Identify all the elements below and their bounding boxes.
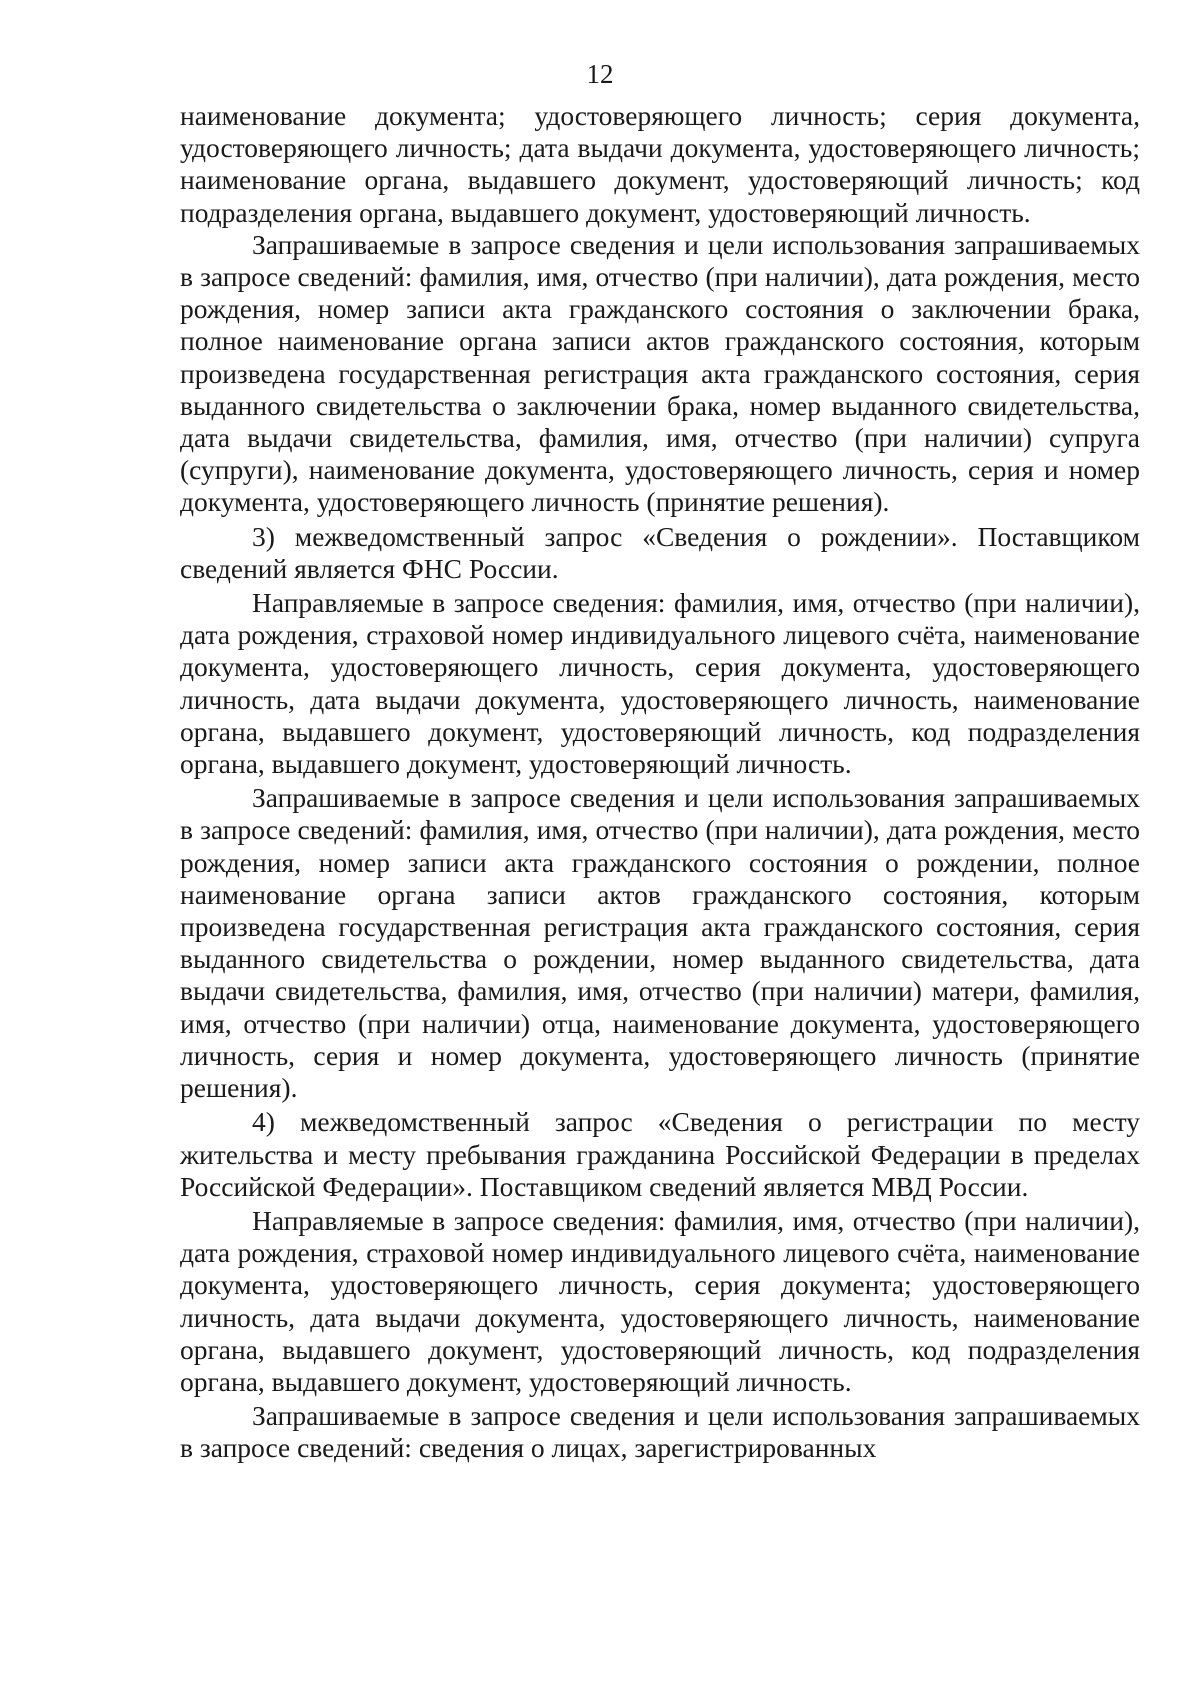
- paragraph-sent-registration-info: Направляемые в запросе сведения: фамилия, имя, отчество (при наличии), дата рождения, страховой номер индивидуального лицевого счёта, наименование документа, удостоверяющего личность, серия документа; удостоверяющего личность, дата выдачи документа, удостоверяющего личность, наименование органа, выдавшего документ, удостоверяющий личность, код подразделения органа, выдавшего документ, удостоверяющий личность.: [180, 1204, 1140, 1397]
- paragraph-registration-request: 4) межведомственный запрос «Сведения о регистрации по месту жительства и месту пребывания гражданина Российской Федерации в пределах Российской Федерации». Поставщиком сведений является МВД России.: [180, 1106, 1140, 1202]
- paragraph-requested-birth-info: Запрашиваемые в запросе сведения и цели использования запрашиваемых в запросе сведений: фамилия, имя, отчество (при наличии), дата рождения, место рождения, номер записи акта гражданского состояния о рождении, полное наименование органа записи актов гражданского состояния, которым произведена государственная регистрация акта гражданского состояния, серия выданного свидетельства о рождении, номер выданного свидетельства, дата выдачи свидетельства, фамилия, имя, отчество (при наличии) матери, фамилия, имя, отчество (при наличии) отца, наименование документа, удостоверяющего личность, серия и номер документа, удостоверяющего личность (принятие решения).: [180, 782, 1140, 1104]
- paragraph-identity-document-fields: наименование документа; удостоверяющего личность; серия документа, удостоверяющего личность; дата выдачи документа, удостоверяющего личность; наименование органа, выдавшего документ, удостоверяющий личность; код подразделения органа, выдавшего документ, удостоверяющий личность.: [180, 100, 1140, 228]
- document-body: [180, 100, 1140, 1465]
- paragraph-requested-registration-info: Запрашиваемые в запросе сведения и цели использования запрашиваемых в запросе сведений: сведения о лицах, зарегистрированных: [180, 1400, 1140, 1464]
- page-number: 12: [586, 59, 614, 89]
- paragraph-sent-birth-info: Направляемые в запросе сведения: фамилия, имя, отчество (при наличии), дата рождения, страховой номер индивидуального лицевого счёта, наименование документа, удостоверяющего личность, серия документа, удостоверяющего личность, дата выдачи документа, удостоверяющего личность, наименование органа, выдавшего документ, удостоверяющий личность, код подразделения органа, выдавшего документ, удостоверяющий личность.: [180, 587, 1140, 780]
- paragraph-requested-marriage-info: Запрашиваемые в запросе сведения и цели использования запрашиваемых в запросе сведений: фамилия, имя, отчество (при наличии), дата рождения, место рождения, номер записи акта гражданского состояния о заключении брака, полное наименование органа записи актов гражданского состояния, которым произведена государственная регистрация акта гражданского состояния, серия выданного свидетельства о заключении брака, номер выданного свидетельства, дата выдачи свидетельства, фамилия, имя, отчество (при наличии) супруга (супруги), наименование документа, удостоверяющего личность, серия и номер документа, удостоверяющего личность (принятие решения).: [180, 228, 1140, 518]
- paragraph-birth-request: 3) межведомственный запрос «Сведения о рождении». Поставщиком сведений является ФНС России.: [180, 520, 1140, 584]
